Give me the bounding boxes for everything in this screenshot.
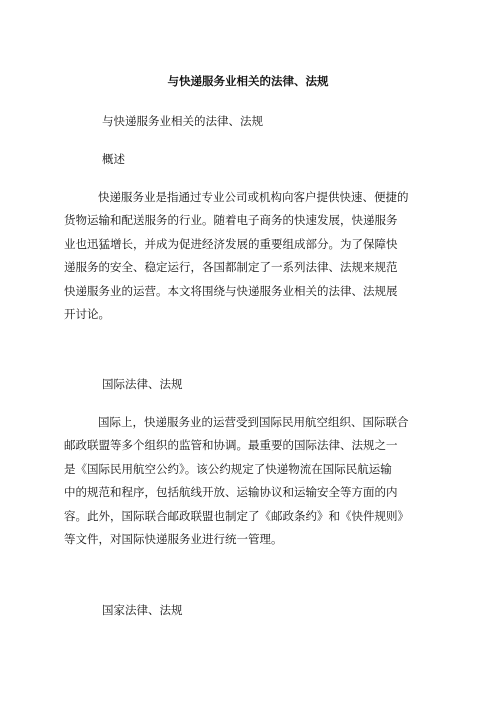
document-title: 与快递服务业相关的法律、法规	[167, 74, 329, 88]
paragraph-line: 货物运输和配送服务的行业。随着电子商务的快速发展，快递服务	[64, 213, 398, 228]
section-heading-overview: 概述	[102, 152, 125, 166]
paragraph-line: 等文件，对国际快递服务业进行统一管理。	[64, 531, 283, 546]
paragraph-line: 快递服务业是指通过专业公司或机构向客户提供快速、便捷的	[98, 190, 409, 204]
paragraph-line: 是《国际民用航空公约》。该公约规定了快递物流在国际民航运输	[64, 461, 392, 476]
section-heading-international: 国际法律、法规	[102, 377, 183, 391]
document-subtitle: 与快递服务业相关的法律、法规	[102, 114, 263, 128]
section-body-international	[64, 414, 409, 554]
paragraph-line: 快递服务业的运营。本文将围绕与快递服务业相关的法律、法规展	[64, 283, 398, 298]
paragraph-line: 国际上，快递服务业的运营受到国际民用航空组织、国际联合	[98, 415, 409, 429]
paragraph-line: 开讨论。	[64, 306, 110, 321]
paragraph-line: 递服务的安全、稳定运行，各国都制定了一系列法律、法规来规范	[64, 260, 398, 275]
paragraph-line: 容。此外，国际联合邮政联盟也制定了《邮政条约》和《快件规则》	[64, 508, 409, 523]
section-heading-national: 国家法律、法规	[102, 603, 183, 617]
section-body-overview	[64, 189, 409, 329]
paragraph-line: 邮政联盟等多个组织的监管和协调。最重要的国际法律、法规之一	[64, 438, 398, 453]
paragraph-line: 中的规范和程序，包括航线开放、运输协议和运输安全等方面的内	[64, 485, 398, 500]
paragraph-line: 业也迅猛增长，并成为促进经济发展的重要组成部分。为了保障快	[64, 236, 398, 251]
